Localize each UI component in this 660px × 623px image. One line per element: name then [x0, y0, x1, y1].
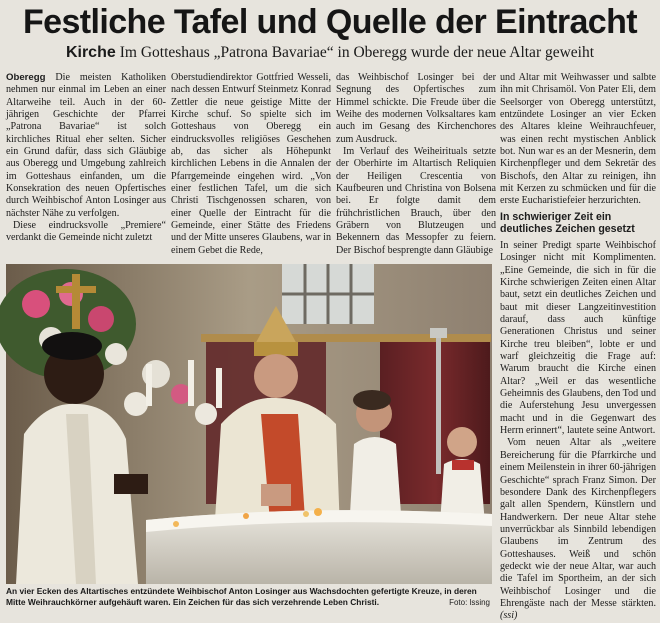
paragraph — [6, 72, 166, 220]
altar-consecration-photo — [6, 264, 492, 584]
paragraph-text: Die meisten Katholiken nehmen nur einmal im Leben an einer Altarweihe teil. Auch in der 60-jährigen Geschichte der Pfarrei „Patrona Bavariae“ ist solch kirchliches Ritual eher selten. Sicher ein Grund dafür, dass sich Gläubige aus Oberegg und Umgebung zahlreich im Gotteshaus einfanden, um die Konsekration des neuen Opfertisches durch Weihbischof Anton Losinger aus nächster Nähe zu verfolgen. — [6, 72, 166, 219]
paragraph — [500, 437, 656, 622]
paragraph: das Weihbischof Losinger bei der Segnung des Opfertisches zum Himmel schickte. Die Freude über die Weihe des modernen Volksaltares kam auch im Gesang des Kirchenchores zum Ausdruck. — [336, 72, 496, 145]
text-column-4 — [500, 72, 656, 622]
subheadline-kicker: Kirche — [65, 44, 116, 61]
subheadline-text: Im Gotteshaus „Patrona Bavariae“ in Oberegg wurde der neue Altar geweiht — [119, 44, 595, 61]
paragraph: und Altar mit Weihwasser und salbte ihn mit Chrisamöl. Von Pater Eli, dem Seelsorger von Oberegg unterstützt, entzündete Losinger an vier Ecken des Altares kleine Weihrauchfeuer, was einen recht mystischen Anblick bot. Nun war es an der Mesnerin, dem Kirchenpfleger und dem Sekretär des Bischofs, den Altar zu reinigen, ihn mit Kerzen zu schmücken und für die erste Eucharistiefeier herzurichten. — [500, 72, 656, 207]
church-window — [282, 264, 374, 324]
stone-altar — [146, 510, 492, 584]
paragraph: In seiner Predigt sparte Weihbischof Losinger nicht mit Komplimenten. „Eine Gemeinde, die sich in für die Kirche schwierigen Zeiten einen Altar baut, setzt ein deutliches Zeichen und baut mit dieser Langzeitinvestition darauf, dass auch künftige Generationen Christus und seiner Kirche treu bleiben“, lobte er und warf gleichzeitig die Frage auf: Warum braucht die Kirche einen Altar? „Weil er das wesentliche Geheimnis des Glaubens, den Tod und die Auferstehung Jesu unvergessen macht und in die Gegenwart des Herrn erinnert“, lautete seine Antwort. — [500, 239, 656, 437]
section-heading: In schwieriger Zeit ein deutliches Zeichen gesetzt — [500, 210, 635, 236]
text-column-1 — [6, 72, 166, 264]
dateline: Oberegg — [6, 72, 46, 83]
article-headline: Festliche Tafel und Quelle der Eintracht — [23, 3, 637, 41]
photo-caption: An vier Ecken des Altartisches entzündete Weihbischof Anton Losinger aus Wachsdochten gefertigte Kreuze, in deren Mitte Weihrauchkörner aufgehäuft waren. Ein Zeichen für das sich verzehrende Leben Christi. — [6, 586, 477, 607]
author-signature: (ssi) — [500, 610, 518, 622]
text-column-2 — [171, 72, 331, 264]
paragraph: Oberstudiendirektor Gottfried Wesseli, nach dessen Entwurf Steinmetz Konrad Zettler die neue geistige Mitte der Kirche schuf. So spielte sich im Gotteshaus von Oberegg ein eindrucksvolles religiöses Geschehen ab, das sicher als Höhepunkt kirchlichen Lebens in die Annalen der Pfarrgemeinde eingehen wird. „Von einer festlichen Tafel, um die sich Christi Tischgenossen scharen, von einer Quelle der Eintracht für die Gemeinde, einer Stätte des Friedens und der Mitte unseres Glaubens, war in einem Gebet die Rede, — [171, 72, 331, 256]
article-subheadline — [0, 43, 660, 63]
curtain-rail — [201, 334, 491, 342]
paragraph: Diese eindrucksvolle „Premiere“ verdankt die Gemeinde nicht zuletzt — [6, 220, 166, 244]
article-photo — [6, 264, 492, 584]
paragraph: Im Verlauf des Weiheirituals setzte der Oberhirte im Altartisch Reliquien der Heiligen Crescentia von Kaufbeuren und Christina von Bolsena bei. Er folgte damit dem frühchristlichen Brauch, über den Gräbern von Blutzeugen und Bekennern das Messopfer zu feiern. Der Bischof besprengte dann Gläubige — [336, 146, 496, 256]
text-column-3 — [336, 72, 496, 264]
paragraph-text: Vom neuen Altar als „weitere Bereicherung für die Pfarrkirche und einem Meilenstein in ihrer 60-jährigen Geschichte“ sprach Franz Simon. Der besondere Dank des Kirchenpflegers galt allen Spendern, Künstlern und Handwerkern. Der neue Altar stehe unverrückbar als Sinnbild lebendigen Glaubens im Zentrum des Gotteshauses. Weiß und schön gedeckt wie der neue Altar, war auch die Tafel im Sportheim, an der sich Weihbischof Losinger und die Ehrengäste nach der Messe stärkten. — [500, 437, 656, 609]
photo-credit: Foto: lssing — [449, 598, 490, 607]
